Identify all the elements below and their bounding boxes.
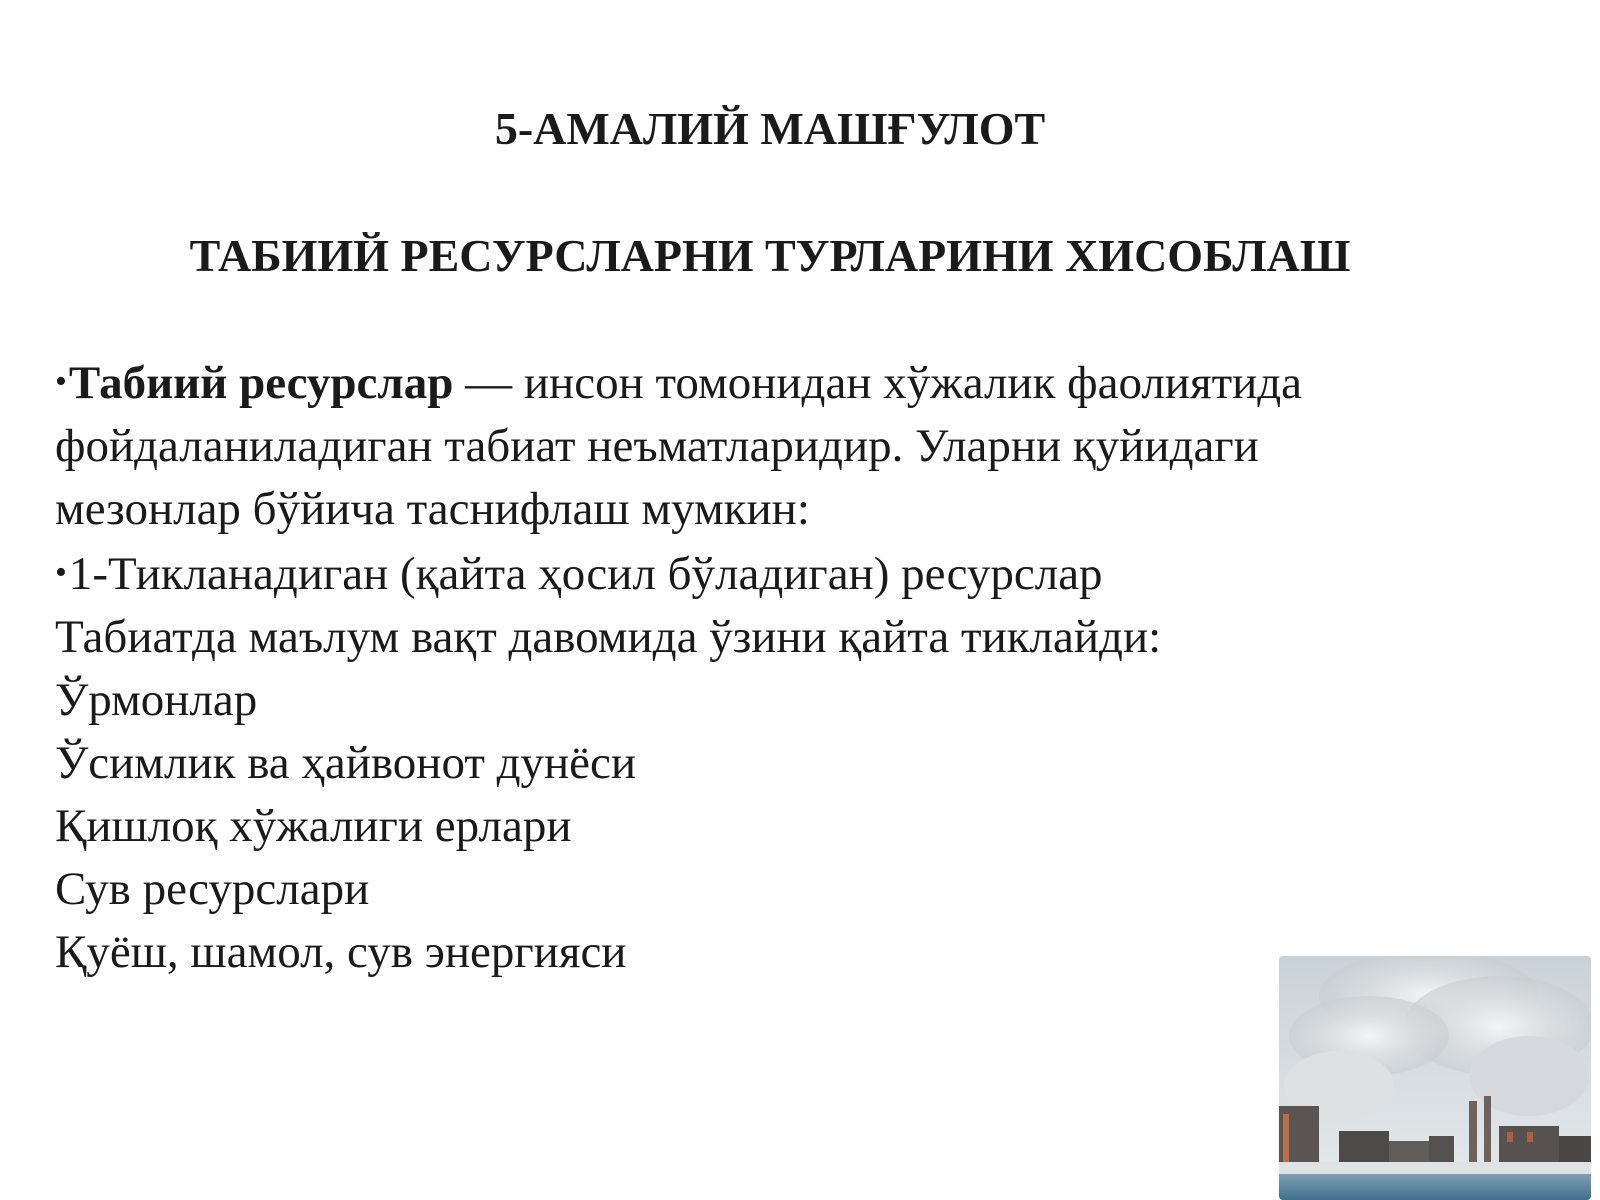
industrial-smoke-photo	[1279, 956, 1591, 1200]
renewable-heading: 1-Тикланадиган (қайта ҳосил бўладиган) ресурслар	[68, 548, 1103, 600]
definition-line-1	[55, 350, 1535, 415]
list-item: Сув ресурслари	[55, 863, 370, 915]
renewable-heading-line	[55, 541, 1535, 606]
bullet: •	[55, 554, 67, 591]
list-item: Ўрмонлар	[55, 674, 258, 726]
list-item: Ўсимлик ва ҳайвонот дунёси	[55, 737, 637, 789]
list-item: Қуёш, шамол, сув энергияси	[55, 926, 627, 978]
bullet: •	[55, 363, 67, 400]
definition-text: — инсон томонидан хўжалик фаолиятида	[453, 357, 1303, 409]
list-item: Қишлоқ хўжалиги ерлари	[55, 800, 572, 852]
slide-title: 5-АМАЛИЙ МАШҒУЛОТ	[494, 103, 1046, 154]
definition-line-3: мезонлар бўйича таснифлаш мумкин:	[55, 483, 810, 535]
renewable-description: Табиатда маълум вақт давомида ўзини қайта тиклайди:	[55, 611, 1162, 663]
definition-line-2: фойдаланиладиган табиат неъматларидир. Уларни қуйидаги	[55, 420, 1259, 472]
definition-term: Табиий ресурслар	[68, 357, 454, 409]
slide-body	[55, 350, 1535, 984]
slide-subtitle: ТАБИИЙ РЕСУРСЛАРНИ ТУРЛАРИНИ ХИСОБЛАШ	[189, 230, 1351, 281]
